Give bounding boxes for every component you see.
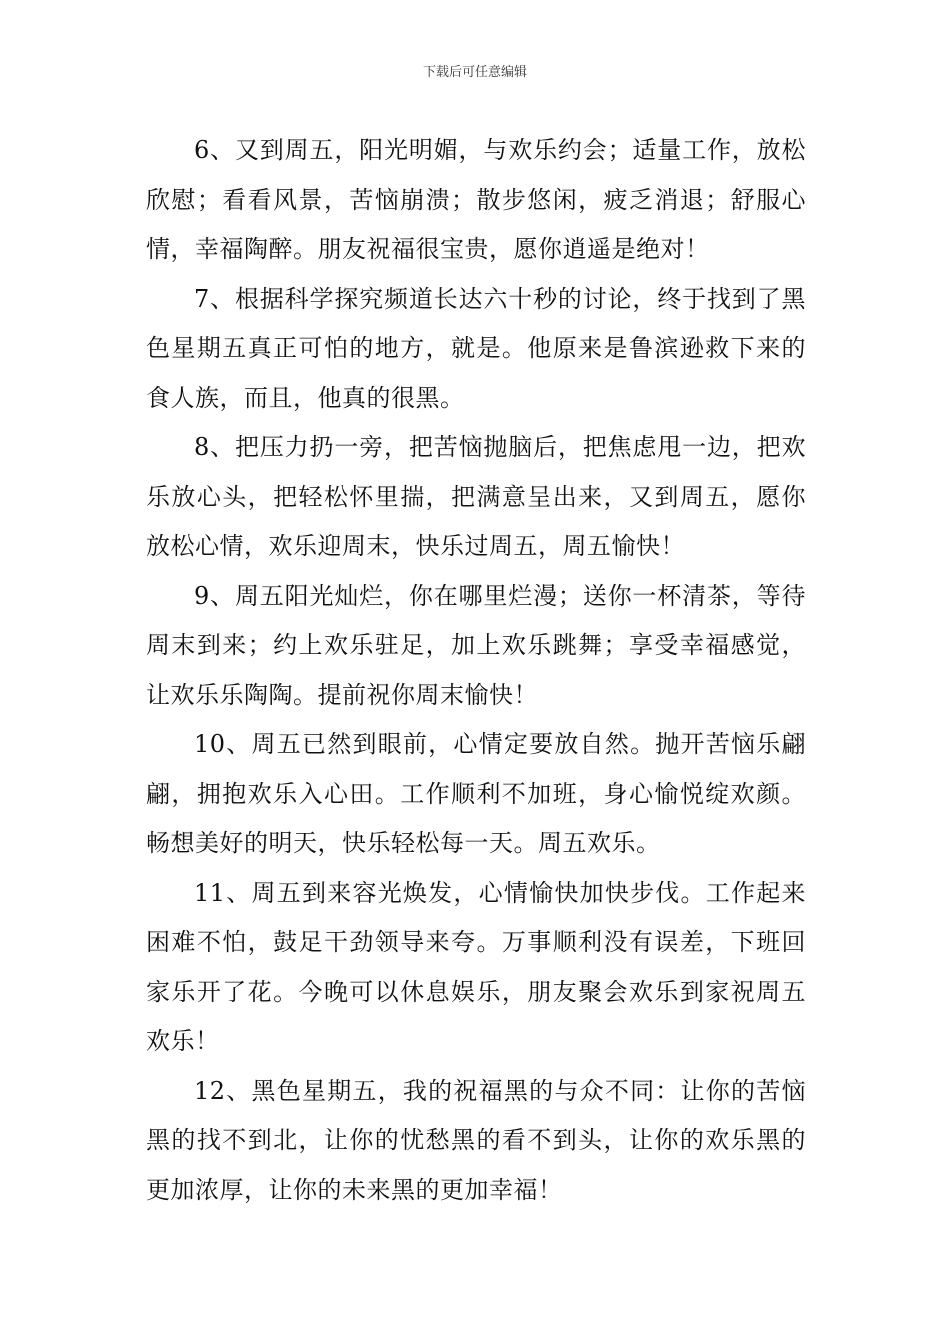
page-header: 下载后可任意编辑 xyxy=(422,65,527,80)
paragraph-7: 7、根据科学探究频道长达六十秒的讨论，终于找到了黑色星期五真正可怕的地方，就是。他原来是鲁滨逊救下来的食人族，而且，他真的很黑。 xyxy=(146,284,806,412)
paragraph-6: 6、又到周五，阳光明媚，与欢乐约会；适量工作，放松欣慰；看看风景，苦恼崩溃；散步悠闲，疲乏消退；舒服心情，幸福陶醉。朋友祝福很宝贵，愿你逍遥是绝对！ xyxy=(146,136,806,263)
paragraph-10: 10、周五已然到眼前，心情定要放自然。抛开苦恼乐翩翩，拥抱欢乐入心田。工作顺利不加班，身心愉悦绽欢颜。畅想美好的明天，快乐轻松每一天。周五欢乐。 xyxy=(146,730,806,857)
document-body xyxy=(146,126,806,1215)
paragraph-9: 9、周五阳光灿烂，你在哪里烂漫；送你一杯清茶，等待周末到来；约上欢乐驻足，加上欢乐跳舞；享受幸福感觉，让欢乐乐陶陶。提前祝你周末愉快！ xyxy=(146,581,806,709)
paragraph-12: 12、黑色星期五，我的祝福黑的与众不同：让你的苦恼黑的找不到北，让你的忧愁黑的看不到头，让你的欢乐黑的更加浓厚，让你的未来黑的更加幸福！ xyxy=(146,1076,806,1204)
paragraph-8: 8、把压力扔一旁，把苦恼抛脑后，把焦虑甩一边，把欢乐放心头，把轻松怀里揣，把满意呈出来，又到周五，愿你放松心情，欢乐迎周末，快乐过周五，周五愉快！ xyxy=(146,433,806,560)
paragraph-11: 11、周五到来容光焕发，心情愉快加快步伐。工作起来困难不怕，鼓足干劲领导来夸。万事顺利没有误差，下班回家乐开了花。今晚可以休息娱乐，朋友聚会欢乐到家祝周五欢乐！ xyxy=(146,878,806,1055)
